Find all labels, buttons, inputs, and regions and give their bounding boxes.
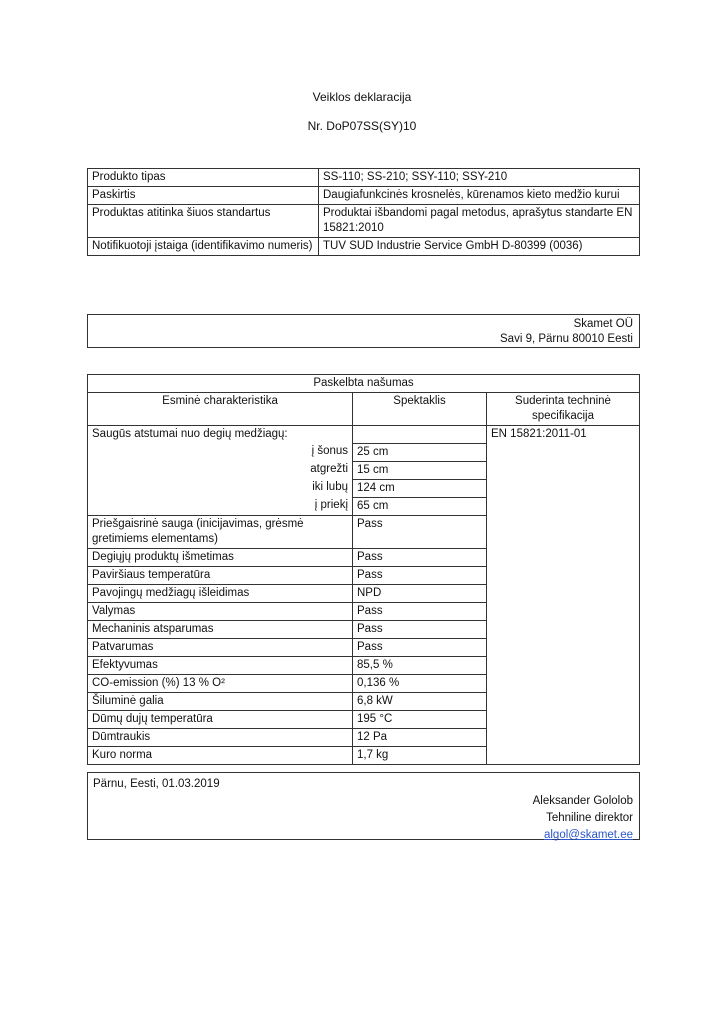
distances-label: Saugūs atstumai nuo degių medžiagų: [88,426,353,444]
table-row [88,169,640,187]
document-title: Veiklos deklaracija [312,90,412,104]
table-row [88,187,640,205]
company-address-box [87,314,640,348]
signatory-name: Aleksander Gololob [532,795,633,807]
performance-title: Paskelbta našumas [88,375,640,393]
row-value: 0,136 % [353,674,487,692]
row-label: Dūmtraukis [88,728,353,746]
row-value: Pass [353,515,487,548]
row-label: Paviršiaus temperatūra [88,566,353,584]
distance-back-label: atgrežti [88,461,353,479]
column-header-spec: Suderinta techninė specifikacija [487,393,640,426]
standards-label: Produktas atitinka šiuos standartus [88,205,319,238]
row-value: 195 °C [353,710,487,728]
product-type-label: Produkto tipas [88,169,319,187]
row-value: Pass [353,620,487,638]
table-row [88,426,640,444]
table-row [88,375,640,393]
row-value: Pass [353,602,487,620]
row-value: 6,8 kW [353,692,487,710]
row-label: CO-emission (%) 13 % O² [88,674,353,692]
distance-side-label: į šonus [88,443,353,461]
row-label: Efektyvumas [88,656,353,674]
column-header-performance: Spektaklis [353,393,487,426]
row-label: Valymas [88,602,353,620]
standards-value: Produktai išbandomi pagal metodus, aprašytus standarte EN 15821:2010 [319,205,640,238]
signatory-position: Tehniline direktor [546,812,633,824]
row-value: Pass [353,548,487,566]
row-label: Degiųjų produktų išmetimas [88,548,353,566]
row-value: 12 Pa [353,728,487,746]
table-row [88,238,640,256]
row-value: NPD [353,584,487,602]
document-number: Nr. DoP07SS(SY)10 [307,119,417,133]
row-value: Pass [353,566,487,584]
spec-value: EN 15821:2011-01 [487,426,640,765]
row-label: Kuro norma [88,746,353,764]
performance-table [87,374,640,765]
distance-ceiling-label: iki lubų [88,479,353,497]
row-label: Priešgaisrinė sauga (inicijavimas, grėsmė gretimiems elementams) [88,515,353,548]
product-type-value: SS-110; SS-210; SSY-110; SSY-210 [319,169,640,187]
table-header-row [88,393,640,426]
distance-front-value: 65 cm [353,497,487,515]
row-label: Šiluminė galia [88,692,353,710]
distance-back-value: 15 cm [353,461,487,479]
signature-box [87,772,640,840]
row-label: Mechaninis atsparumas [88,620,353,638]
row-label: Dūmų dujų temperatūra [88,710,353,728]
table-row [88,205,640,238]
row-value: 1,7 kg [353,746,487,764]
purpose-value: Daugiafunkcinės krosnelės, kūrenamos kieto medžio kurui [319,187,640,205]
signatory-block [533,793,633,844]
column-header-characteristic: Esminė charakteristika [88,393,353,426]
distance-side-value: 25 cm [353,443,487,461]
notified-body-value: TUV SUD Industrie Service GmbH D-80399 (0036) [319,238,640,256]
distance-ceiling-value: 124 cm [353,479,487,497]
company-name: Skamet OÜ [573,318,633,330]
row-value: 85,5 % [353,656,487,674]
row-value: Pass [353,638,487,656]
notified-body-label: Notifikuotoji įstaiga (identifikavimo numeris) [88,238,319,256]
purpose-label: Paskirtis [88,187,319,205]
distance-front-label: į priekį [88,497,353,515]
place-date: Pärnu, Eesti, 01.03.2019 [93,778,220,790]
email-link[interactable]: algol@skamet.ee [543,829,633,841]
row-label: Pavojingų medžiagų išleidimas [88,584,353,602]
company-address: Savi 9, Pärnu 80010 Eesti [500,333,633,345]
product-info-table [87,168,640,256]
row-label: Patvarumas [88,638,353,656]
